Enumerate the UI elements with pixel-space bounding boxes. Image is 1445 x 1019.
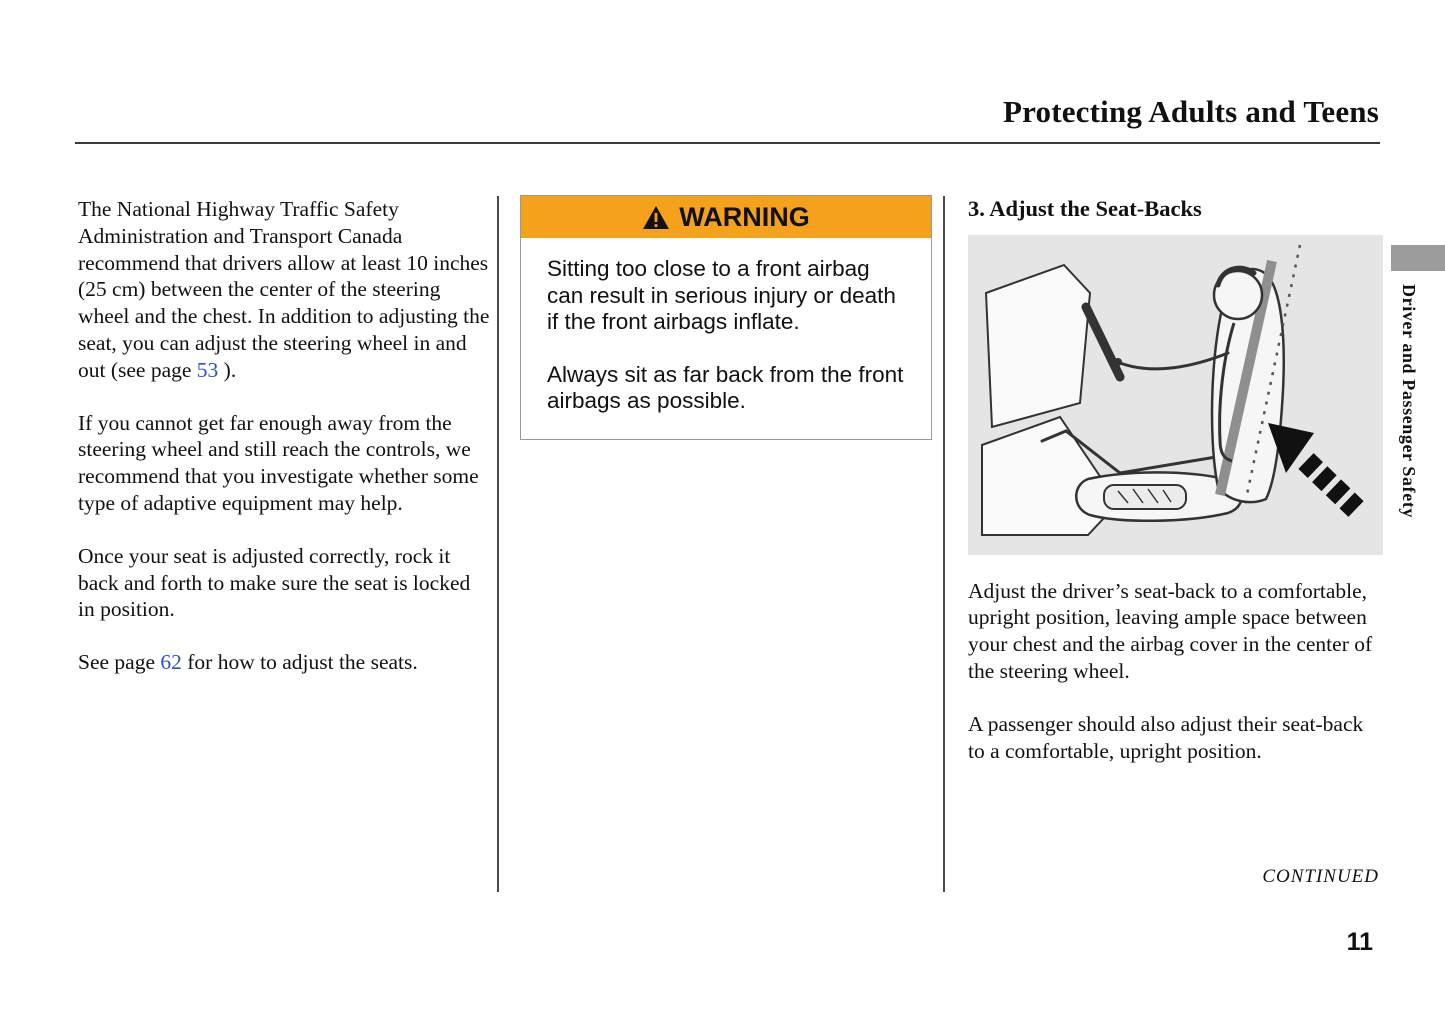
page-number: 11: [1346, 928, 1373, 956]
warning-box: [520, 195, 932, 440]
paragraph-text: The National Highway Traffic Safety Administration and Transport Canada recommend that drivers allow at least 10 inches (25 cm) between the center of the steering wheel and the chest. In addition to adjusting the seat, you can adjust the steering wheel in and out (see page: [78, 197, 490, 382]
section-side-label: Driver and Passenger Safety: [1399, 284, 1419, 519]
section-heading: 3. Adjust the Seat-Backs: [968, 196, 1202, 221]
warning-title: WARNING: [679, 201, 810, 232]
right-column: [968, 196, 1383, 790]
left-column: [78, 196, 490, 702]
section-tab-marker: [1391, 245, 1445, 271]
page-title: Protecting Adults and Teens: [1002, 94, 1379, 129]
warning-header: [521, 196, 931, 238]
body-paragraph: Adjust the driver’s seat-back to a comfortable, upright position, leaving ample space between your chest and the airbag cover in the center of the steering wheel.: [968, 578, 1373, 683]
dashboard-shape: [986, 265, 1090, 427]
body-paragraph: If you cannot get far enough away from the steering wheel and still reach the controls, we recommend that you investigate whether some type of adaptive equipment may help.: [78, 410, 479, 515]
warning-body: [521, 238, 931, 439]
column-divider-1: [497, 196, 499, 892]
page-link-62[interactable]: 62: [160, 650, 182, 675]
warning-paragraph: Always sit as far back from the front airbags as possible.: [547, 361, 904, 414]
column-divider-2: [943, 196, 945, 892]
body-paragraph: [78, 196, 490, 384]
continued-label: CONTINUED: [1262, 866, 1379, 887]
body-paragraph: [78, 649, 490, 676]
warning-paragraph: Sitting too close to a front airbag can result in serious injury or death if the front airbags inflate.: [547, 256, 896, 335]
header-rule: [75, 142, 1380, 144]
paragraph-text: See page: [78, 650, 161, 675]
paragraph-text: ).: [218, 357, 237, 382]
page-link-53[interactable]: 53: [196, 357, 219, 382]
body-paragraph: A passenger should also adjust their seat-back to a comfortable, upright position.: [968, 711, 1364, 763]
paragraph-text: for how to adjust the seats.: [181, 650, 418, 675]
seat-back-adjustment-illustration: [968, 235, 1383, 555]
seat-adjuster: [1104, 485, 1186, 509]
warning-triangle-icon: [642, 205, 670, 230]
body-paragraph: Once your seat is adjusted correctly, rock it back and forth to make sure the seat is locked in position.: [78, 543, 471, 622]
